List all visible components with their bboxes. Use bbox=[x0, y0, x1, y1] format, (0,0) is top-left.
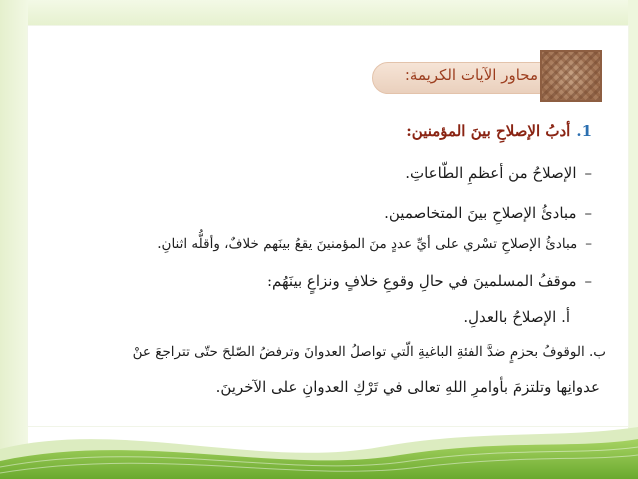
list-item-text: موقفُ المسلمينَ في حالِ وقوعِ خلافٍ ونزاعٍ بينَهُم: bbox=[266, 272, 577, 290]
slide-right-border bbox=[628, 0, 638, 479]
list-item-text: مبادئُ الإصلاحِ بينَ المتخاصمين. bbox=[384, 204, 577, 222]
list-item bbox=[157, 236, 592, 252]
bullet-dash: – bbox=[584, 272, 592, 290]
bullet-dash: – bbox=[585, 236, 592, 252]
bullet-dash: – bbox=[584, 204, 592, 222]
sub-item-b-line1: ب. الوقوفُ بحزمٍ ضدَّ الفئةِ الباغيةِ الّتي تواصلُ العدوانَ وترفضُ الصّلحَ حتّى تتراجعَ عنْ bbox=[132, 344, 606, 360]
sub-item-b-line2: عدوانِها وتلتزمَ بأوامرِ اللهِ تعالى في تَرْكِ العدوانِ على الآخرينَ. bbox=[215, 378, 600, 396]
sub-item-a: أ. الإصلاحُ بالعدلِ. bbox=[463, 308, 570, 326]
list-item-text: مبادئُ الإصلاحِ تسْري على أيِّ عددٍ منَ المؤمنينَ يقعُ بينَهم خلافٌ، وأقلُّه اثنانِ. bbox=[157, 236, 578, 252]
bullet-dash: – bbox=[584, 164, 592, 182]
slide-top-border bbox=[0, 0, 638, 26]
section-number: 1. bbox=[576, 122, 592, 140]
section-title: أدبُ الإصلاحِ بينَ المؤمنين: bbox=[406, 122, 571, 140]
section-header-badge bbox=[372, 50, 602, 102]
footer-wave-decoration bbox=[0, 409, 638, 479]
header-title: محاور الآيات الكريمة: bbox=[404, 66, 538, 84]
list-item bbox=[405, 164, 592, 182]
section-heading bbox=[406, 122, 592, 140]
list-item bbox=[267, 272, 592, 290]
slide-left-border bbox=[0, 0, 28, 479]
list-item bbox=[384, 204, 592, 222]
list-item-text: الإصلاحُ من أعظمِ الطّاعاتِ. bbox=[405, 164, 577, 182]
islamic-ornament-icon bbox=[540, 50, 602, 102]
